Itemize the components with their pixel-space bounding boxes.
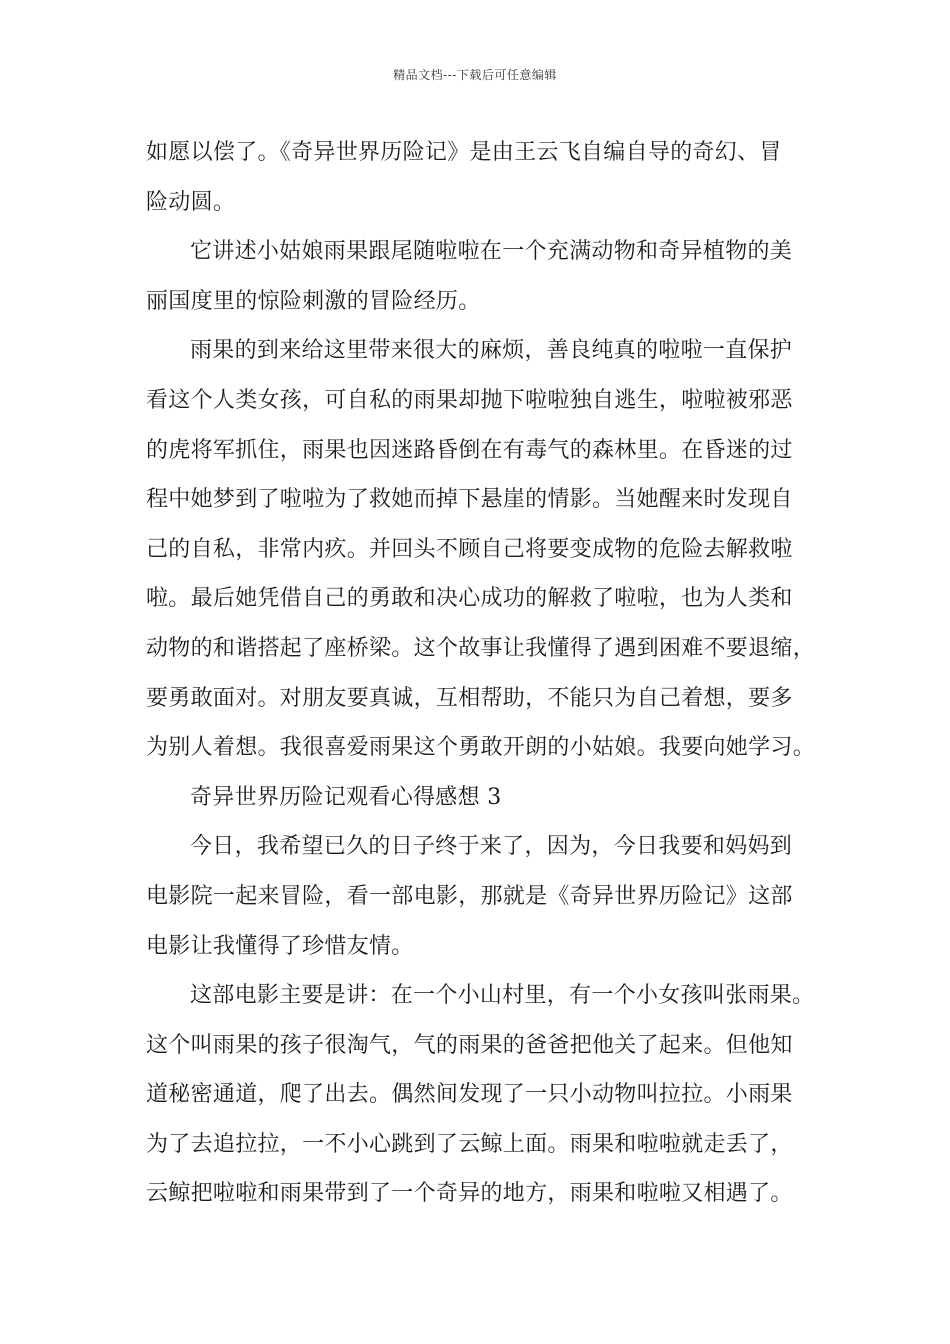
- text-line: 啦。最后她凭借自己的勇敢和决心成功的解救了啦啦，也为人类和: [146, 586, 793, 612]
- text-line: 电影让我懂得了珍惜友情。: [146, 933, 414, 959]
- paragraph-start-line: 它讲述小姑娘雨果跟尾随啦啦在一个充满动物和奇异植物的美: [190, 239, 793, 265]
- text-line: 丽国度里的惊险刺激的冒险经历。: [146, 288, 481, 314]
- text-line: 己的自私，非常内疚。并回头不顾自己将要变成物的危险去解救啦: [146, 536, 793, 562]
- text-line: 要勇敢面对。对朋友要真诚，互相帮助，不能只为自己着想，要多: [146, 685, 793, 711]
- paragraph-start-line: 雨果的到来给这里带来很大的麻烦，善良纯真的啦啦一直保护: [190, 338, 793, 364]
- text-line: 云鲸把啦啦和雨果带到了一个奇异的地方，雨果和啦啦又相遇了。: [146, 1181, 793, 1207]
- text-line: 这个叫雨果的孩子很淘气，气的雨果的爸爸把他关了起来。但他知: [146, 1032, 793, 1058]
- text-line: 险动圆。: [146, 189, 236, 215]
- text-line: 动物的和谐搭起了座桥梁。这个故事让我懂得了遇到困难不要退缩，: [146, 635, 816, 661]
- text-line: 如愿以偿了。《奇异世界历险记》是由王云飞自编自导的奇幻、冒: [146, 140, 782, 165]
- text-line: 看这个人类女孩，可自私的雨果却抛下啦啦独自逃生，啦啦被邪恶: [146, 387, 793, 413]
- text-line: 为别人着想。我很喜爱雨果这个勇敢开朗的小姑娘。我要向她学习。: [146, 735, 816, 761]
- text-line: 电影院一起来冒险，看一部电影，那就是《奇异世界历险记》这部: [146, 883, 793, 909]
- text-line: 道秘密通道，爬了出去。偶然间发现了一只小动物叫拉拉。小雨果: [146, 1082, 793, 1108]
- paragraph-start-line: 这部电影主要是讲：在一个小山村里，有一个小女孩叫张雨果。: [190, 983, 815, 1009]
- page-header: 精品文档---下载后可任意编辑: [393, 68, 557, 82]
- body-text: [146, 128, 836, 1219]
- text-line: 为了去追拉拉，一不小心跳到了云鲸上面。雨果和啦啦就走丢了，: [146, 1131, 793, 1157]
- text-line: 程中她梦到了啦啦为了救她而掉下悬崖的情影。当她醒来时发现自: [146, 487, 793, 513]
- paragraph-start-line: 今日，我希望已久的日子终于来了，因为，今日我要和妈妈到: [190, 834, 793, 860]
- section-heading: 奇异世界历险记观看心得感想 3: [190, 784, 502, 810]
- text-line: 的虎将军抓住，雨果也因迷路昏倒在有毒气的森林里。在昏迷的过: [146, 437, 793, 463]
